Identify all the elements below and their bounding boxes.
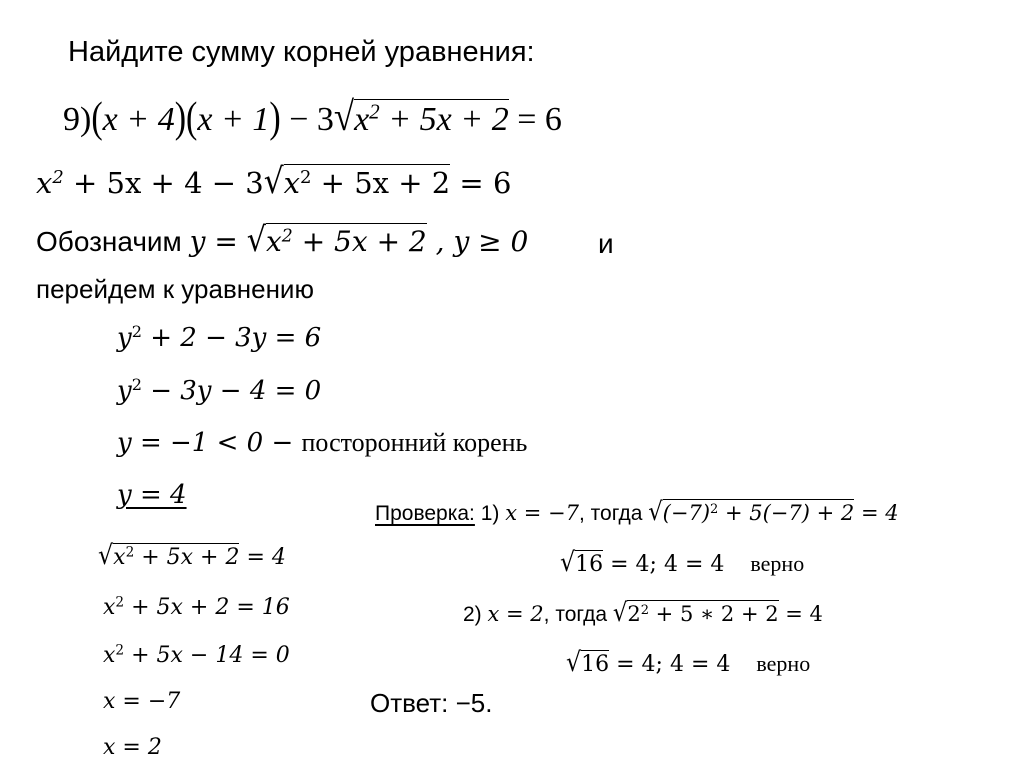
sqrt-icon: √ [246,220,266,260]
rejected-root [117,430,527,456]
sqrt-icon: √ [333,93,355,140]
check-1 [375,497,899,527]
conjunction-and: и [598,228,614,259]
terms: − 3y − 4 = 0 [141,376,322,406]
substitution-word: Обозначим [36,226,190,257]
radicand [266,223,427,258]
verify-1 [560,546,805,578]
radicand [663,499,855,525]
back-eq-1 [98,539,286,571]
answer [370,690,492,716]
sqrt-icon: √ [263,161,284,202]
rhs: = 6 [450,166,512,200]
factor-1: x + 4 [102,101,175,138]
var-x: x [36,166,53,200]
radicand-b: + 5(−7) + 2 [718,501,855,525]
radicand: 16 [575,552,604,577]
then-word: , тогда [579,502,649,525]
y-equation-1 [117,322,322,353]
terms: + 5x + 4 − 3 [63,166,264,200]
y-def: y = [189,225,247,258]
rhs: = 4 [239,545,286,570]
sqrt-icon: √ [560,546,576,578]
then-word: , тогда [543,603,613,626]
radicand-rest: + 5x + 2 [134,545,240,570]
transition-text: перейдем к уравнению [36,274,314,304]
check-x: x = −7 [505,501,579,525]
radicand [284,164,451,200]
exponent: 2 [281,226,293,247]
check-number: 2) [463,603,488,626]
exponent: 2 [131,375,142,395]
sqrt-icon: √ [566,646,582,678]
paren: ( [91,94,103,142]
page-title: Найдите сумму корней уравнения: [68,36,535,68]
var-x: x [103,595,116,620]
sqrt-icon: √ [98,539,114,571]
verify-2 [566,646,811,678]
terms: + 5x − 14 = 0 [124,643,290,668]
var-x: x [103,643,116,668]
verify-eq: = 4; 4 = 4 [603,552,725,577]
minus-term: − 3 [280,101,334,138]
answer-value: −5. [455,688,493,718]
radicand-a: 2 [627,602,641,626]
radicand-rest: + 5x + 2 [379,101,509,138]
exponent: 2 [115,594,125,611]
back-eq-3 [103,642,290,668]
var-x: x [265,225,282,258]
radicand: 16 [581,652,610,677]
exponent: 2 [131,322,142,342]
verify-word: верно [750,551,805,576]
rhs: = 4 [778,602,823,626]
x-root-2: x = 2 [103,735,162,760]
rejected-root-math: y = −1 < 0 − [117,428,302,458]
var-y: y [117,376,132,406]
problem-number: 9) [63,101,92,138]
check-2 [463,598,823,628]
answer-label: Ответ: [370,688,456,718]
x-root-1: x = −7 [103,689,181,714]
exponent: 2 [300,167,312,189]
exponent: 2 [369,99,380,124]
rhs: = 4 [854,501,899,525]
radicand [113,543,239,570]
radicand-a: (−7) [662,501,711,525]
rejected-root-note: посторонний корень [301,428,528,457]
terms: + 5x + 2 = 16 [124,595,290,620]
exponent: 2 [640,602,649,618]
radicand [354,99,509,138]
problem-equation [63,93,562,142]
radicand [627,600,778,626]
var-x: x [283,166,301,200]
terms: + 2 − 3y = 6 [141,323,322,353]
var-y: y [117,323,132,353]
step-1-equation [36,161,512,202]
sqrt-icon: √ [612,598,628,628]
radicand-rest: + 5x + 2 [292,225,427,258]
exponent: 2 [115,642,125,659]
var-x: x [354,101,370,138]
substitution-line [36,220,529,260]
paren: ( [186,94,198,142]
check-number: 1) [474,502,506,525]
radicand-b: + 5 ∗ 2 + 2 [649,602,779,626]
check-label: Проверка: [375,502,475,525]
back-eq-2 [103,594,290,620]
paren: ) [174,94,187,142]
check-x: x = 2 [487,602,544,626]
exponent: 2 [52,167,64,189]
verify-word: верно [756,651,811,676]
exponent: 2 [125,544,135,561]
accepted-root: y = 4 [117,480,187,510]
condition: , y ≥ 0 [426,225,529,258]
verify-eq: = 4; 4 = 4 [609,652,731,677]
exponent: 2 [710,501,719,517]
factor-2: x + 1 [197,101,270,138]
paren: ) [269,94,281,142]
rhs: = 6 [508,101,562,138]
sqrt-icon: √ [648,497,663,527]
y-equation-2 [117,375,322,406]
var-x: x [113,545,126,570]
radicand-rest: + 5x + 2 [311,166,451,200]
